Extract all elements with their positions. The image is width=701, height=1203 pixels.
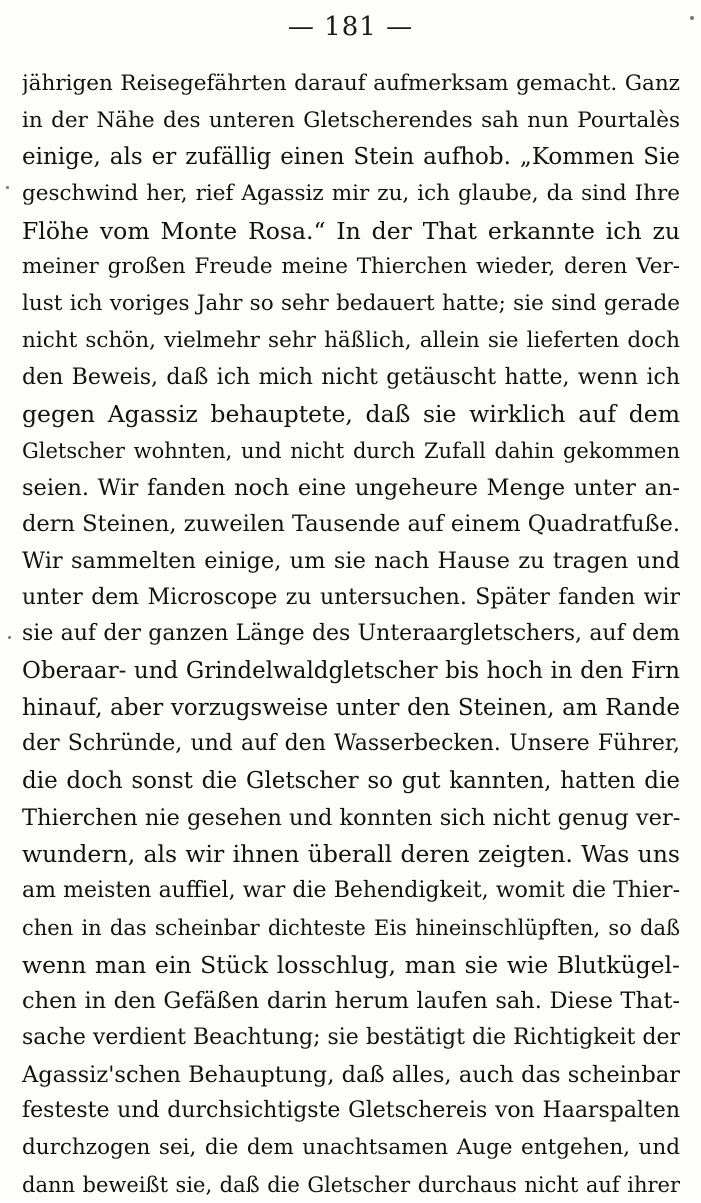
text-line: die doch sonst die Gletscher so gut kannten, hatten die (22, 768, 680, 795)
text-line: Agassiz'schen Behauptung, daß alles, auch das scheinbar (22, 1061, 680, 1088)
text-line: seien. Wir fanden noch eine ungeheure Menge unter an- (22, 474, 680, 501)
text-line: Oberaar- und Grindelwaldgletscher bis hoch in den Firn (22, 658, 680, 684)
text-line: sie auf der ganzen Länge des Unteraargletschers, auf dem (22, 621, 680, 647)
paper-speck (690, 16, 694, 20)
text-line: jährigen Reisegefährten darauf aufmerksam gemacht. Ganz (22, 71, 680, 96)
text-line: chen in das scheinbar dichteste Eis hineinschlüpften, so daß (22, 915, 680, 940)
text-line: Thierchen nie gesehen und konnten sich nicht genug ver- (22, 804, 680, 831)
text-line: meiner großen Freude meine Thierchen wieder, deren Ver- (22, 254, 680, 280)
text-line: Wir sammelten einige, um sie nach Hause zu tragen und (22, 547, 680, 574)
text-line: sache verdient Beachtung; sie bestätigt die Richtigkeit der (22, 1024, 680, 1050)
text-line: den Beweis, daß ich mich nicht getäuscht hatte, wenn ich (22, 364, 680, 390)
text-line: Gletscher wohnten, und nicht durch Zufall dahin gekommen (22, 438, 680, 463)
text-line: gegen Agassiz behauptete, daß sie wirklich auf dem (22, 400, 680, 429)
text-line: unter dem Microscope zu untersuchen. Später fanden wir (22, 584, 680, 610)
body-text (22, 66, 680, 1203)
text-line: hinauf, aber vorzugsweise unter den Steinen, am Rande (22, 694, 680, 721)
text-line: wenn man ein Stück losschlug, man sie wie Blutkügel- (22, 950, 680, 979)
text-line: nicht schön, vielmehr sehr häßlich, allein sie lieferten doch (22, 327, 680, 353)
paper-speck (8, 636, 11, 639)
text-line: am meisten auffiel, war die Behendigkeit, womit die Thier- (22, 878, 680, 904)
text-line: chen in den Gefäßen darin herum laufen sah. Diese That- (22, 988, 680, 1015)
text-line: wundern, als wir ihnen überall deren zeigten. Was uns (22, 840, 680, 869)
text-line: in der Nähe des unteren Gletscherendes sah nun Pourtalès (22, 107, 680, 133)
text-line: der Schründe, und auf den Wasserbecken. Unsere Führer, (22, 731, 680, 757)
text-line: einige, als er zufällig einen Stein aufhob. „Kommen Sie (22, 144, 680, 171)
text-line: dern Steinen, zuweilen Tausende auf einem Quadratfuße. (22, 511, 680, 538)
page-number: — 181 — (287, 12, 414, 42)
text-line: dann beweißt sie, daß die Gletscher durchaus nicht auf ihrer (22, 1172, 680, 1197)
text-line: lust ich voriges Jahr so sehr bedauert hatte; sie sind gerade (22, 291, 680, 317)
paper-speck (6, 186, 9, 189)
text-line: geschwind her, rief Agassiz mir zu, ich glaube, da sind Ihre (22, 181, 680, 207)
text-line: durchzogen sei, die dem unachtsamen Auge entgehen, und (22, 1134, 680, 1160)
text-line: festeste und durchsichtigste Gletschereis von Haarspalten (22, 1098, 680, 1124)
text-line: Flöhe vom Monte Rosa.“ In der That erkannte ich zu (22, 216, 680, 245)
